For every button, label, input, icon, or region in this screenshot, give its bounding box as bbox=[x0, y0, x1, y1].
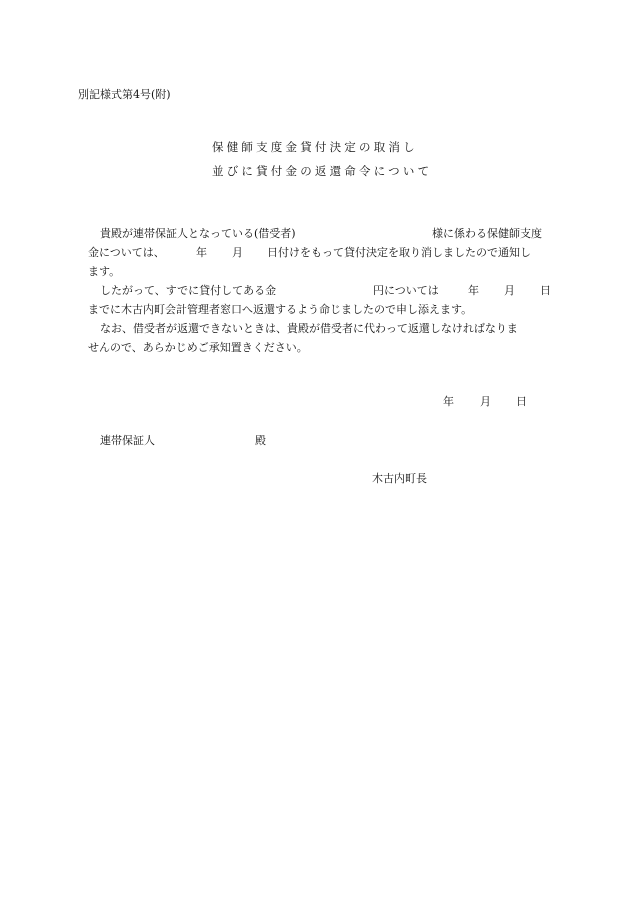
form-label: 別記様式第4号(附) bbox=[78, 88, 171, 101]
issue-date-year-label: 年 bbox=[443, 395, 454, 408]
paragraph-2-line-1-start: したがって、すでに貸付してある金 bbox=[100, 284, 277, 297]
paragraph-1-line-1-end: 様に係わる保健師支度 bbox=[432, 227, 542, 240]
issue-date-month-label: 月 bbox=[480, 395, 491, 408]
paragraph-2-month-label: 月 bbox=[504, 284, 515, 297]
paragraph-1-year-label: 年 bbox=[196, 246, 207, 259]
paragraph-3-line-2: せんので、あらかじめご承知置きください。 bbox=[88, 341, 308, 354]
paragraph-1-line-2-end: 日付けをもって貸付決定を取り消しましたので通知し bbox=[267, 246, 531, 259]
paragraph-1-month-label: 月 bbox=[232, 246, 243, 259]
paragraph-2-line-1-middle: 円については bbox=[373, 284, 439, 297]
document-title-line-1: 保健師支度金貸付決定の取消し bbox=[212, 140, 418, 154]
paragraph-1-line-1-start: 貴殿が連帯保証人となっている(借受者) bbox=[100, 227, 296, 240]
paragraph-1-line-3: ます。 bbox=[88, 265, 121, 278]
issue-date-day-label: 日 bbox=[516, 395, 527, 408]
paragraph-2-year-label: 年 bbox=[468, 284, 479, 297]
sender-name: 木古内町長 bbox=[372, 472, 427, 485]
document-title-line-2: 並びに貸付金の返還命令について bbox=[212, 164, 433, 178]
addressee-label: 連帯保証人 bbox=[100, 434, 155, 447]
paragraph-2-line-2: までに木古内町会計管理者窓口へ返還するよう命じましたので申し添えます。 bbox=[88, 303, 473, 316]
paragraph-1-line-2-start: 金については、 bbox=[88, 246, 165, 259]
paragraph-3-line-1: なお、借受者が返還できないときは、貴殿が借受者に代わって返還しなければなりま bbox=[100, 322, 518, 335]
addressee-honorific: 殿 bbox=[255, 434, 266, 447]
paragraph-2-day-label: 日 bbox=[540, 284, 551, 297]
